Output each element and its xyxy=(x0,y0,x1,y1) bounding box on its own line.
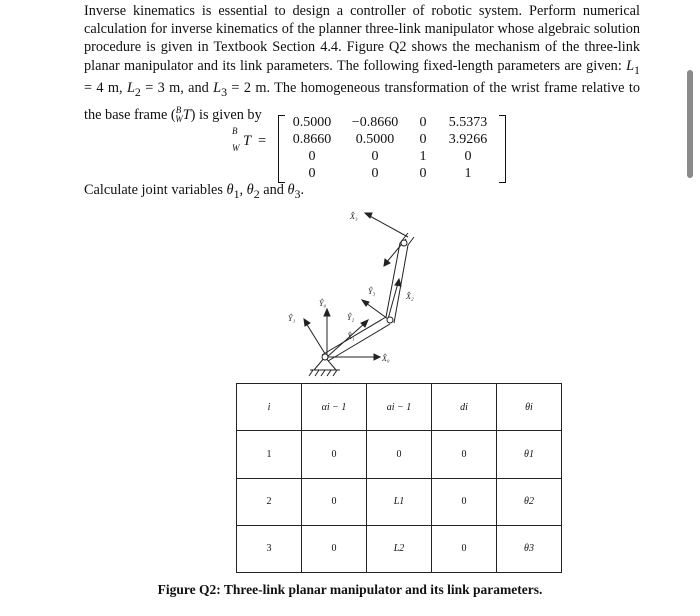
problem-end: ) is given by xyxy=(190,106,262,123)
theta2-symbol: θ xyxy=(246,182,254,198)
matrix-cell: −0.8660 xyxy=(351,115,399,130)
y2-axis xyxy=(366,303,388,319)
left-bracket xyxy=(278,115,285,183)
question-sep1: , xyxy=(239,182,247,198)
y0-label: Ŷ₀ xyxy=(319,299,327,308)
table-cell: 0 xyxy=(302,478,367,525)
problem-statement xyxy=(84,2,640,129)
table-cell: 0 xyxy=(432,431,497,478)
matrix-cell: 0.5000 xyxy=(355,132,395,147)
l3-value: = 2 m. The homogeneous transformation of the wrist frame relative to the base frame ( xyxy=(84,79,640,123)
table-cell: θ3 xyxy=(497,525,562,572)
table-cell: 3 xyxy=(237,525,302,572)
theta1-subscript: 1 xyxy=(233,186,240,201)
question-sep2: and xyxy=(259,182,288,198)
equals-sign: = xyxy=(258,133,267,149)
table-cell: 0 xyxy=(367,431,432,478)
manipulator-diagram xyxy=(270,195,440,385)
matrix-cell: 0 xyxy=(308,166,316,181)
table-cell: 0 xyxy=(432,525,497,572)
table-row xyxy=(237,431,562,478)
l2-symbol: L xyxy=(126,79,135,96)
x0-label: X̂₀ xyxy=(382,354,390,363)
matrix-cell: 1 xyxy=(464,166,472,181)
question-end: . xyxy=(300,182,305,198)
table-cell: L1 xyxy=(367,478,432,525)
matrix-cell: 1 xyxy=(419,149,427,164)
matrix-cell: 0 xyxy=(371,166,379,181)
y3-label: Ŷ₃ xyxy=(368,287,376,296)
matrix-cell: 0 xyxy=(419,115,427,130)
y2-arrowhead xyxy=(362,300,369,306)
l3-symbol: L xyxy=(213,79,222,96)
matrix-cell: 3.9266 xyxy=(448,132,488,147)
lhs-subscript: W xyxy=(232,143,240,153)
table-cell: θ1 xyxy=(497,431,562,478)
theta1-symbol: θ xyxy=(226,182,234,198)
table-cell: 1 xyxy=(237,431,302,478)
l3-subscript: 3 xyxy=(221,84,228,99)
table-row xyxy=(237,525,562,572)
table-row xyxy=(237,478,562,525)
matrix-cell: 0 xyxy=(419,166,427,181)
y1-arrowhead xyxy=(304,319,310,326)
l2-subscript: 2 xyxy=(134,84,141,99)
table-header-row xyxy=(237,384,562,431)
l1-symbol: L xyxy=(626,57,635,74)
link-1 xyxy=(322,317,390,361)
header-i: i xyxy=(237,384,302,431)
right-bracket xyxy=(499,115,506,183)
x2-label: X̂₂ xyxy=(406,292,414,301)
matrix-cell: 0 xyxy=(419,132,427,147)
base-hatch xyxy=(309,370,337,376)
table-cell: L2 xyxy=(367,525,432,572)
y1-axis xyxy=(306,323,327,357)
l2-value: = 3 m, and xyxy=(140,79,214,96)
y2-label: Ŷ₂ xyxy=(347,313,355,322)
x3-arrowhead xyxy=(365,213,372,218)
transform-matrix xyxy=(278,113,506,183)
matrix-cell: 0 xyxy=(464,149,472,164)
joint-1 xyxy=(322,354,328,360)
matrix-cell: 0 xyxy=(371,149,379,164)
x0-arrowhead xyxy=(374,354,380,360)
joint-3 xyxy=(401,240,407,246)
transform-subscript: W xyxy=(175,114,183,125)
l1-subscript: 1 xyxy=(634,62,640,77)
theta2-subscript: 2 xyxy=(253,186,260,201)
figure-caption: Figure Q2: Three-link planar manipulator and its link parameters. xyxy=(157,582,543,597)
x2-arrowhead xyxy=(395,279,401,286)
x1-axis xyxy=(327,323,365,357)
joint-2 xyxy=(387,317,393,323)
transform-symbol: T xyxy=(182,106,191,123)
matrix-cell: 0.8660 xyxy=(292,132,332,147)
matrix-cell: 5.5373 xyxy=(448,115,488,130)
header-alpha: αi − 1 xyxy=(302,384,367,431)
matrix-cell: 0 xyxy=(308,149,316,164)
theta3-subscript: 3 xyxy=(294,186,301,201)
matrix-cell: 0.5000 xyxy=(292,115,332,130)
x3-label: X̂₃ xyxy=(350,212,358,221)
y0-arrowhead xyxy=(324,309,330,316)
table-cell: θ2 xyxy=(497,478,562,525)
question-lead: Calculate joint variables xyxy=(84,182,227,198)
vertical-scrollbar[interactable] xyxy=(687,70,693,178)
table-cell: 0 xyxy=(432,478,497,525)
lhs-superscript: B xyxy=(232,126,238,136)
l1-value: = 4 m, xyxy=(84,79,127,96)
table-cell: 2 xyxy=(237,478,302,525)
table-cell: 0 xyxy=(302,431,367,478)
header-a: ai − 1 xyxy=(367,384,432,431)
lhs-symbol: T xyxy=(243,133,252,149)
link-parameters-table xyxy=(236,383,562,573)
header-d: di xyxy=(432,384,497,431)
transform-superscript: B xyxy=(175,104,182,115)
x1-label: X̂₁ xyxy=(347,332,355,341)
y1-label: Ŷ₁ xyxy=(288,314,296,323)
table-cell: 0 xyxy=(302,525,367,572)
x3-axis xyxy=(368,215,408,237)
header-theta: θi xyxy=(497,384,562,431)
theta3-symbol: θ xyxy=(287,182,295,198)
problem-text: Inverse kinematics is essential to design a controller of robotic system. Perform numerical calculation for inverse kinematics of the planner three-link manipulator whose algebraic solution procedure is given in Textbook Section 4.4. Figure Q2 shows the mechanism of the three-link planar manipulator and its link parameters. The following fixed-length parameters are given: xyxy=(84,3,640,74)
